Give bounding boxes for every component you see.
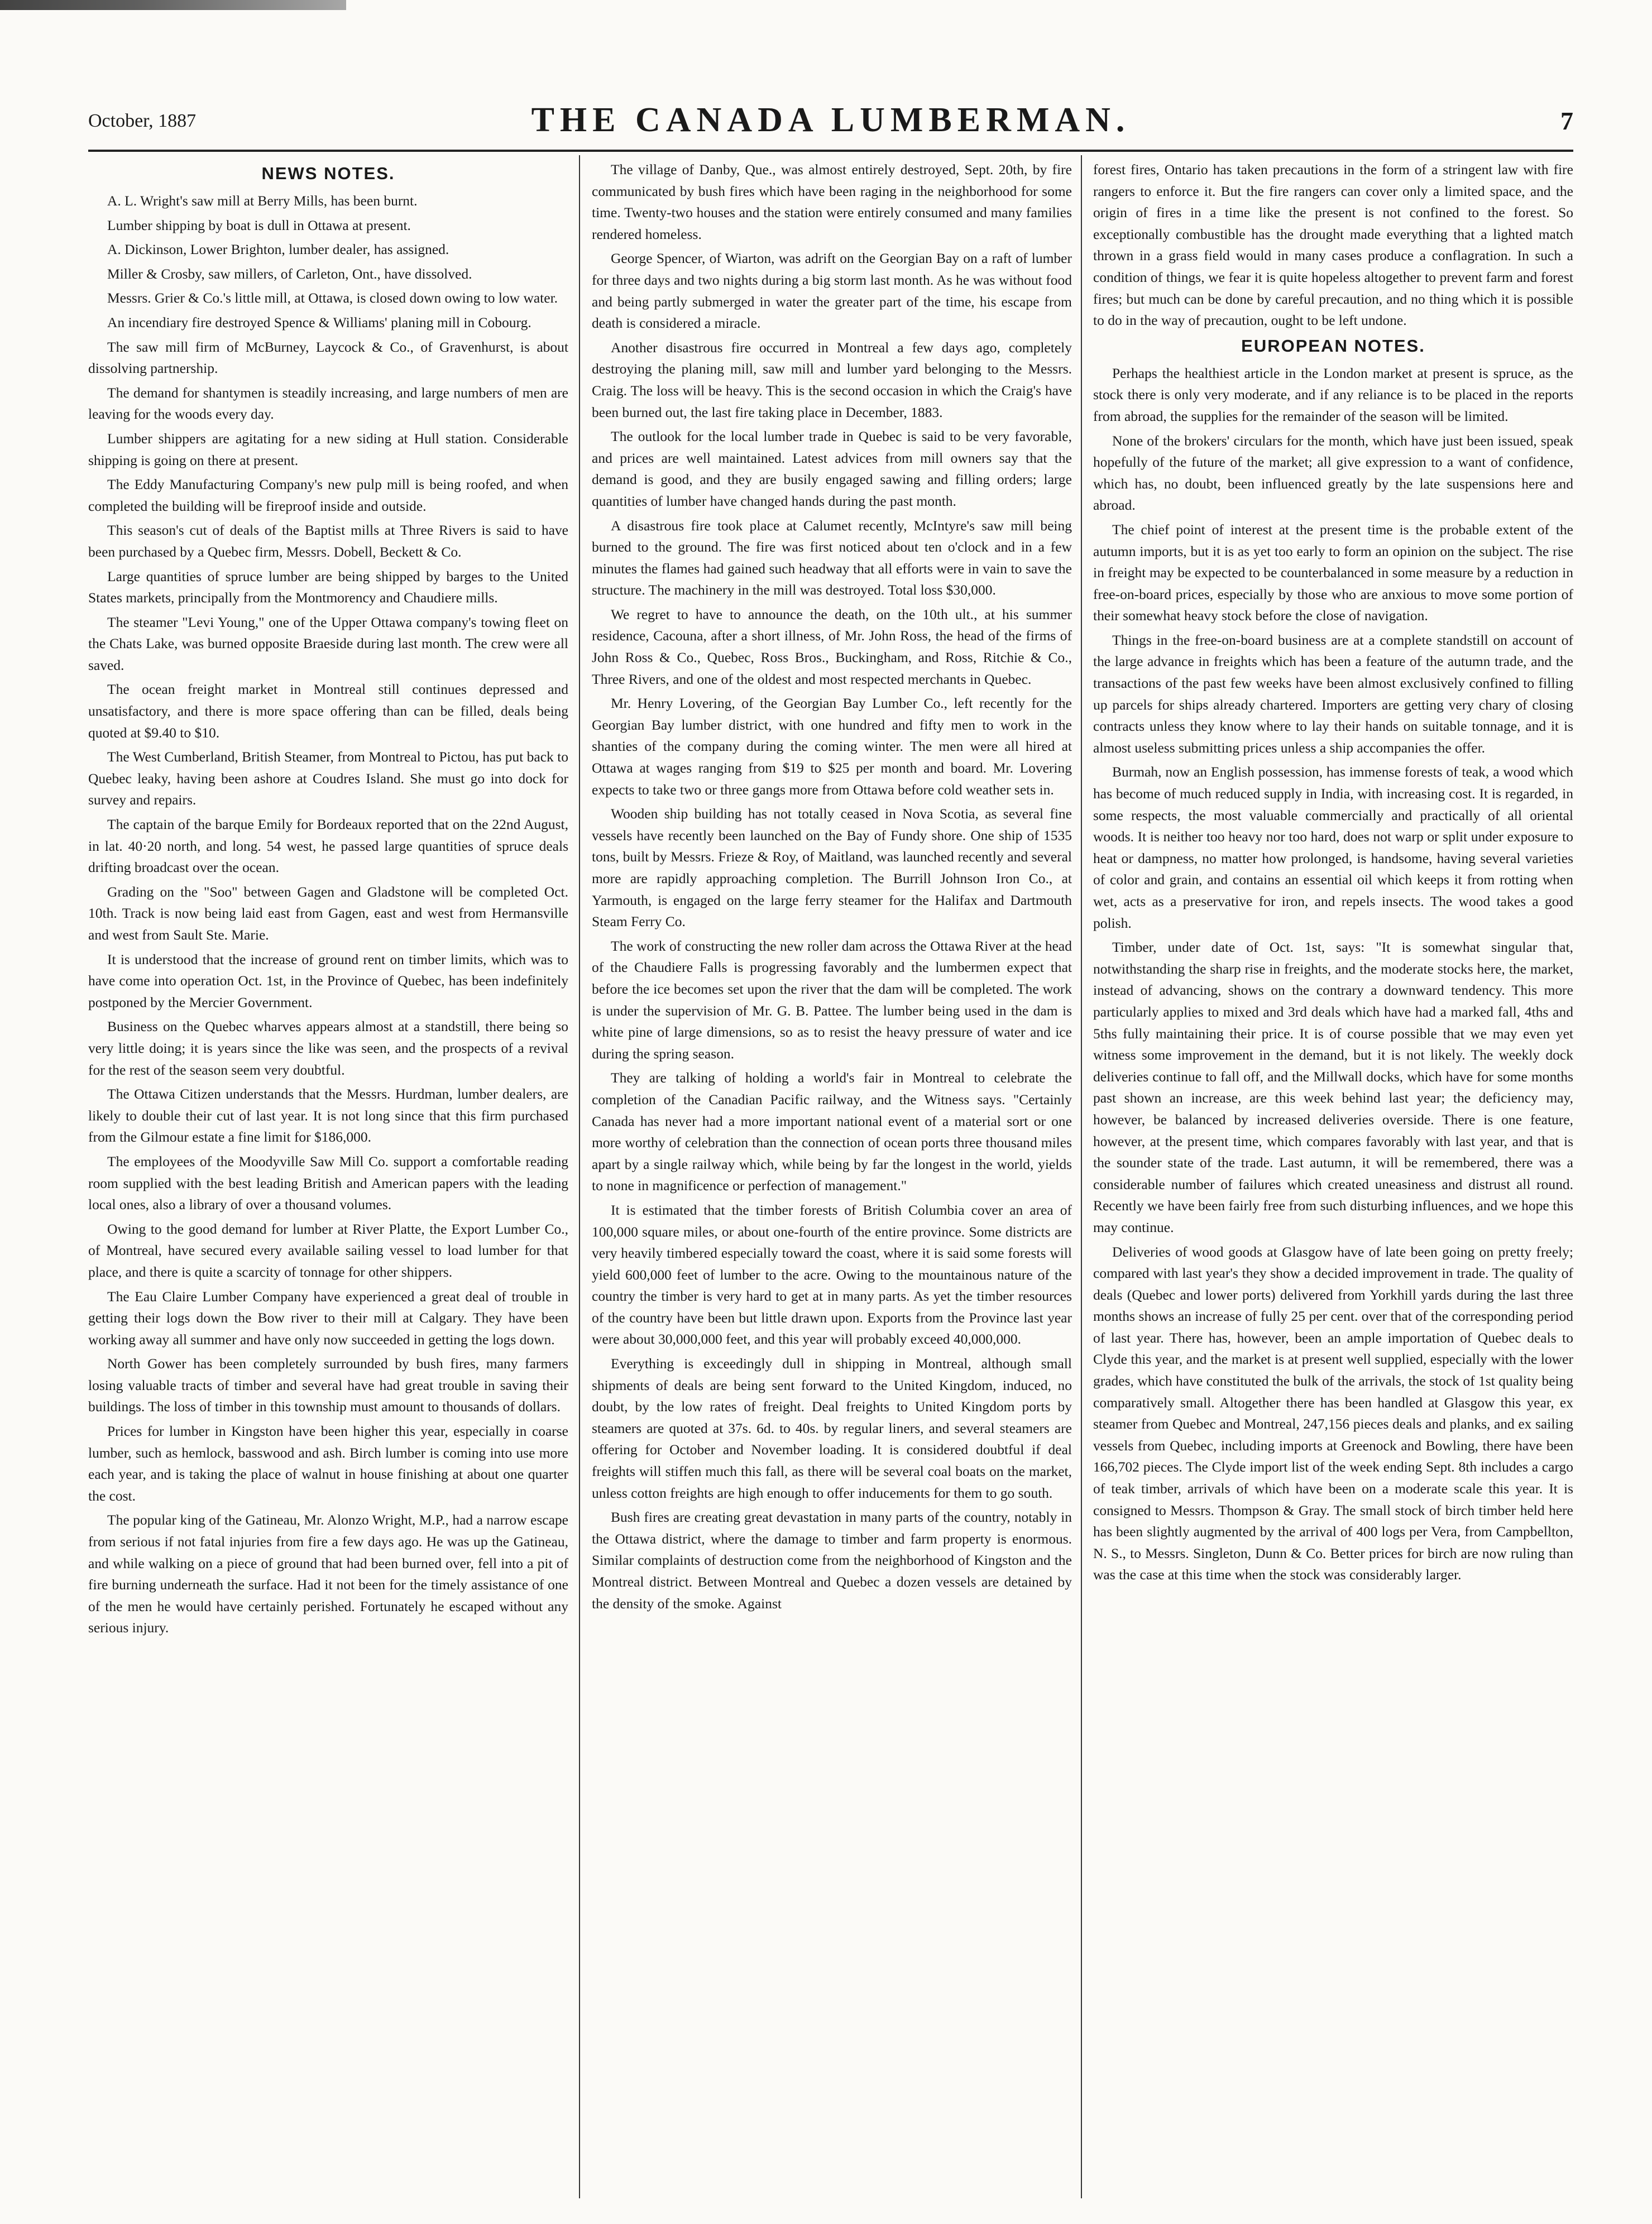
- article-paragraph: Everything is exceedingly dull in shipping in Montreal, although small shipments of deals are being sent forward to the United Kingdom, induced, no doubt, by the low rates of freight. Deal freights to United Kingdom ports by steamers are quoted at 37s. 6d. to 40s. by regular liners, and several steamers are offering for October and November loading. It is considered doubtful if deal freights will stiffen much this fall, as there will be several coal boats on the market, unless cotton freights are high enough to offer inducements for them to go south.: [592, 1355, 1072, 1501]
- article-paragraph: Burmah, now an English possession, has immense forests of teak, a wood which has become of much reduced supply in India, with increasing cost. It is regarded, in some respects, the most valuable commercially and practically of all oriental woods. It is neither too heavy nor too hard, does not warp or split under exposure to heat or dampness, no matter how prolonged, is handsome, having several varieties of color and grain, and contains an essential oil which keeps it from rotting when wet, acts as a preservative for iron, and repels insects. The wood takes a good polish.: [1093, 764, 1573, 931]
- article-paragraph: This season's cut of deals of the Baptist mills at Three Rivers is said to have been purchased by a Quebec firm, Messrs. Dobell, Beckett & Co.: [88, 522, 568, 560]
- european-notes-paragraphs: [1093, 363, 1573, 1586]
- article-paragraph: The saw mill firm of McBurney, Laycock & Co., of Gravenhurst, is about dissolving partnership.: [88, 338, 568, 377]
- article-paragraph: The chief point of interest at the present time is the probable extent of the autumn imports, but it is as yet too early to form an opinion on the subject. The rise in freight may be expected to be counterbalanced in some measure by a reduction in free-on-board prices, especially by those who are anxious to move some portion of their somewhat heavy stock before the close of navigation.: [1093, 521, 1573, 624]
- article-paragraph: Large quantities of spruce lumber are being shipped by barges to the United States markets, principally from the Montmorency and Chaudiere mills.: [88, 568, 568, 606]
- article-paragraph: The work of constructing the new roller dam across the Ottawa River at the head of the Chaudiere Falls is progressing favorably and the lumbermen expect that before the ice becomes set upon the river that the dam will be completed. The work is under the supervision of Mr. G. B. Pattee. The lumber being used in the dam is white pine of large dimensions, so as to resist the heavy pressure of water and ice during the spring season.: [592, 937, 1072, 1062]
- article-paragraph: It is understood that the increase of ground rent on timber limits, which was to have come into operation Oct. 1st, in the Province of Quebec, has been indefinitely postponed by the Mercier Government.: [88, 951, 568, 1010]
- article-paragraph: The Eddy Manufacturing Company's new pulp mill is being roofed, and when completed the building will be fireproof inside and outside.: [88, 476, 568, 514]
- article-paragraph: George Spencer, of Wiarton, was adrift on the Georgian Bay on a raft of lumber for three days and two nights during a big storm last month. As he was without food and being partly submerged in water the greater part of the time, his escape from death is considered a miracle.: [592, 250, 1072, 332]
- article-paragraph: The village of Danby, Que., was almost entirely destroyed, Sept. 20th, by fire communicated by bush fires which have been raging in the neighborhood for some time. Twenty-two houses and the station were entirely consumed and many families rendered homeless.: [592, 161, 1072, 242]
- article-paragraph: The demand for shantymen is steadily increasing, and large numbers of men are leaving for the woods every day.: [88, 384, 568, 423]
- article-paragraph: They are talking of holding a world's fair in Montreal to celebrate the completion of the Canadian Pacific railway, and the Witness says. "Certainly Canada has never had a more important national event of a material sort or one more worthy of celebration than the connection of ocean ports three thousand miles apart by a single railway which, while being by far the longest in the world, yields to none in magnificence or perfection of management.": [592, 1070, 1072, 1194]
- header-rule: [88, 150, 1573, 152]
- article-paragraph: Deliveries of wood goods at Glasgow have of late been going on pretty freely; compared with last year's they show a decided improvement in trade. The quality of deals (Quebec and lower ports) delivered from Yorkhill yards during the last three months shows an increase of fully 25 per cent. over that of the corresponding period of last year. There has, however, been an ample importation of Quebec deals to Clyde this year, and the market is at present well supplied, especially with the lower grades, which have constituted the bulk of the arrivals, the stock of 1st quality being comparatively small. Altogether there has been handled at Glasgow this year, ex steamer from Quebec and Montreal, 247,156 pieces deals and planks, and ex sailing vessels from Quebec, including imports at Greenock and Bowling, there have been 166,702 pieces. The Clyde import list of the week ending Sept. 8th includes a cargo of teak timber, arrivals of which have been on a moderate scale this year. It is consigned to Messrs. Thompson & Gray. The small stock of birch timber held here has been slightly augmented by the arrival of 400 logs per Vera, from Campbellton, N. S., to Messrs. Singleton, Dunn & Co. Better prices for birch are now ruling than was the case at this time when the stock was considerably larger.: [1093, 1243, 1573, 1583]
- article-paragraph: Lumber shippers are agitating for a new siding at Hull station. Considerable shipping is going on there at present.: [88, 430, 568, 468]
- article-paragraph: We regret to have to announce the death, on the 10th ult., at his summer residence, Cacouna, after a short illness, of Mr. John Ross, the head of the firms of John Ross & Co., Quebec, Ross Bros., Buckingham, and Ross, Ritchie & Co., Three Rivers, and one of the oldest and most respected merchants in Quebec.: [592, 606, 1072, 687]
- article-paragraph: The popular king of the Gatineau, Mr. Alonzo Wright, M.P., had a narrow escape from serious if not fatal injuries from fire a few days ago. He was up the Gatineau, and while walking on a piece of ground that had been burned over, fell into a pit of fire burning underneath the surface. Had it not been for the timely assistance of one of the men he would have certainly perished. Fortunately he escaped without any serious injury.: [88, 1512, 568, 1636]
- article-paragraph: forest fires, Ontario has taken precautions in the form of a stringent law with fire rangers to enforce it. But the fire rangers can cover only a limited space, and the origin of fires in a time like the present is not confined to the forest. So exceptionally combustible has the drought made everything that a lighted match thrown in a grass field would in many cases produce a conflagration. In such a condition of things, we fear it is quite hopeless altogether to prevent farm and forest fires; but much can be done by careful precaution, and no thing which it is possible to do in the way of precaution, ought to be left undone.: [1093, 161, 1573, 329]
- column-divider-2: [1081, 155, 1082, 2198]
- article-paragraph: Business on the Quebec wharves appears almost at a standstill, there being so very little doing; it is years since the like was seen, and the prospects of a revival for the rest of the season seem very doubtful.: [88, 1018, 568, 1078]
- article-paragraph: A disastrous fire took place at Calumet recently, McIntyre's saw mill being burned to the ground. The fire was first noticed about ten o'clock and in a few minutes the flames had gained such headway that all efforts were in vain to save the structure. The machinery in the mill was destroyed. Total loss $30,000.: [592, 517, 1072, 598]
- top-edge-mark: [0, 0, 346, 10]
- column-european-notes: [1093, 159, 1573, 2197]
- article-paragraph: North Gower has been completely surrounded by bush fires, many farmers losing valuable tracts of timber and several have had great trouble in saving their buildings. The loss of timber in this township must amount to thousands of dollars.: [88, 1355, 568, 1415]
- article-paragraph: A. Dickinson, Lower Brighton, lumber dealer, has assigned.: [107, 241, 449, 258]
- issue-date: October, 1887: [88, 111, 197, 131]
- article-paragraph: It is estimated that the timber forests of British Columbia cover an area of 100,000 square miles, or about one-fourth of the entire province. Some districts are very heavily timbered especially toward the coast, where it is said some forests will yield 600,000 feet of lumber to the acre. Owing to the mountainous nature of the country the timber is very hard to get at in many parts. As yet the timber resources of the country have been but little drawn upon. Exports from the Province last year were about 30,000,000 feet, and this year will probably exceed 40,000,000.: [592, 1201, 1072, 1348]
- article-paragraph: Perhaps the healthiest article in the London market at present is spruce, as the stock there is only very moderate, and if any reliance is to be placed in the reports from abroad, the supplies for the remainder of the season will be limited.: [1093, 365, 1573, 424]
- masthead-title: THE CANADA LUMBERMAN.: [531, 101, 1131, 139]
- article-paragraph: Bush fires are creating great devastation in many parts of the country, notably in the Ottawa district, where the damage to timber and farm property is enormous. Similar complaints of destruction come from the neighborhood of Kingston and the Montreal district. Between Montreal and Quebec a dozen vessels are detained by the density of the smoke. Against: [592, 1509, 1072, 1612]
- column-middle: [592, 159, 1072, 2197]
- article-paragraph: Wooden ship building has not totally ceased in Nova Scotia, as several fine vessels have recently been launched on the Bay of Fundy shore. One ship of 1535 tons, built by Messrs. Frieze & Roy, of Maitland, was launched recently and several more are rapidly approaching completion. The Burrill Johnson Iron Co., at Yarmouth, is engaged on the large ferry steamer for the Halifax and Dartmouth Steam Ferry Co.: [592, 806, 1072, 930]
- article-paragraph: The Eau Claire Lumber Company have experienced a great deal of trouble in getting their logs down the Bow river to their mill at Calgary. They have been working away all summer and have only now succeeded in getting the logs down.: [88, 1288, 568, 1348]
- article-paragraph: None of the brokers' circulars for the month, which have just been issued, speak hopefully of the future of the market; all give expression to a want of confidence, which has, no doubt, been influenced greatly by the late suspensions here and abroad.: [1093, 432, 1573, 514]
- article-paragraph: Mr. Henry Lovering, of the Georgian Bay Lumber Co., left recently for the Georgian Bay lumber district, with one hundred and fifty men to work in the shanties of the company during the coming winter. The men were all hired at Ottawa at wages ranging from $19 to $25 per month and board. Mr. Lovering expects to take two or three gangs more from Ottawa before cold weather sets in.: [592, 695, 1072, 798]
- article-paragraph: A. L. Wright's saw mill at Berry Mills, has been burnt.: [107, 193, 418, 209]
- column-news-notes: [88, 159, 568, 2197]
- middle-column-paragraphs: [592, 159, 1072, 1614]
- article-paragraph: The outlook for the local lumber trade in Quebec is said to be very favorable, and prices are well maintained. Latest advices from mill owners say that the demand is good, and they are busily engaged sawing and filling orders; large quantities of lumber have changed hands during the past month.: [592, 428, 1072, 509]
- page-header: [88, 100, 1573, 151]
- section-title-news-notes: NEWS NOTES.: [261, 164, 395, 183]
- page-number: 7: [1560, 107, 1573, 135]
- article-paragraph: Miller & Crosby, saw millers, of Carleton, Ont., have dissolved.: [107, 265, 472, 282]
- article-paragraph: An incendiary fire destroyed Spence & Williams' planing mill in Cobourg.: [107, 314, 531, 330]
- article-paragraph: The West Cumberland, British Steamer, from Montreal to Pictou, has put back to Quebec leaky, having been ashore at Coudres Island. She must go into dock for survey and repairs.: [88, 749, 568, 808]
- article-paragraph: Prices for lumber in Kingston have been higher this year, especially in coarse lumber, such as hemlock, basswood and ash. Birch lumber is coming into use more each year, and is taking the place of walnut in house finishing at about one quarter the cost.: [88, 1423, 568, 1504]
- article-paragraph: Things in the free-on-board business are at a complete standstill on account of the large advance in freights which has been a feature of the autumn trade, and the transactions of the past few weeks have been almost exclusively confined to filling up parcels for ships already chartered. Importers are getting very chary of closing contracts unless they know where to lay their hands on suitable tonnage, and it is almost useless submitting prices unless a ship accompanies the offer.: [1093, 631, 1573, 756]
- article-paragraph: Lumber shipping by boat is dull in Ottawa at present.: [107, 217, 411, 233]
- article-paragraph: The employees of the Moodyville Saw Mill Co. support a comfortable reading room supplied with the best leading British and American papers with the leading local ones, also a library of over a thousand volumes.: [88, 1153, 568, 1213]
- article-paragraph: Timber, under date of Oct. 1st, says: "It is somewhat singular that, notwithstanding the sharp rise in freights, and the moderate stocks here, the market, instead of advancing, shows on the contrary a downward tendency. This more particularly applies to mixed and 3rd deals which have had a marked fall, 4ths and 5ths fully maintaining their price. It is of course possible that we may even yet witness some improvement in the demand, but it is not likely. The weekly dock deliveries continue to fall off, and the Millwall docks, which have for some months past shown an increase, are this week behind last year; the deficiency may, however, be balanced by increased deliveries overside. There is one feature, however, at the present time, which compares favorably with last year, and that is the sounder state of the trade. Last autumn, it will be remembered, there was a considerable number of failures which created uneasiness and distrust all round. Recently we have been fairly free from such disturbing influences, and we hope this may continue.: [1093, 939, 1573, 1235]
- article-paragraph: The captain of the barque Emily for Bordeaux reported that on the 22nd August, in lat. 40·20 north, and long. 54 west, he passed large quantities of spruce deals drifting broadcast over the ocean.: [88, 816, 568, 876]
- section-title-european-notes: EUROPEAN NOTES.: [1241, 335, 1425, 356]
- article-paragraph: Owing to the good demand for lumber at River Platte, the Export Lumber Co., of Montreal, have secured every available sailing vessel to load lumber for that place, and there is quite a scarcity of tonnage for other shippers.: [88, 1220, 568, 1280]
- continued-paragraph: [1093, 159, 1573, 332]
- news-notes-paragraphs: [88, 190, 568, 1639]
- article-paragraph: The ocean freight market in Montreal still continues depressed and unsatisfactory, and there is more space offering than can be filled, deals being quoted at $9.40 to $10.: [88, 681, 568, 741]
- article-paragraph: The Ottawa Citizen understands that the Messrs. Hurdman, lumber dealers, are likely to double their cut of last year. It is not long since that this firm purchased from the Gilmour estate a fine limit for $186,000.: [88, 1086, 568, 1145]
- article-paragraph: Grading on the "Soo" between Gagen and Gladstone will be completed Oct. 10th. Track is now being laid east from Gagen, east and west from Hermansville and west from Sault Ste. Marie.: [88, 883, 568, 943]
- article-paragraph: The steamer "Levi Young," one of the Upper Ottawa company's towing fleet on the Chats Lake, was burned opposite Braeside during last month. The crew were all saved.: [88, 613, 568, 673]
- article-paragraph: Another disastrous fire occurred in Montreal a few days ago, completely destroying the planing mill, saw mill and lumber yard belonging to the Messrs. Craig. The loss will be heavy. This is the second occasion in which the Craig's have been burned out, the last fire taking place in December, 1883.: [592, 339, 1072, 420]
- column-divider-1: [579, 155, 580, 2198]
- article-paragraph: Messrs. Grier & Co.'s little mill, at Ottawa, is closed down owing to low water.: [107, 290, 558, 306]
